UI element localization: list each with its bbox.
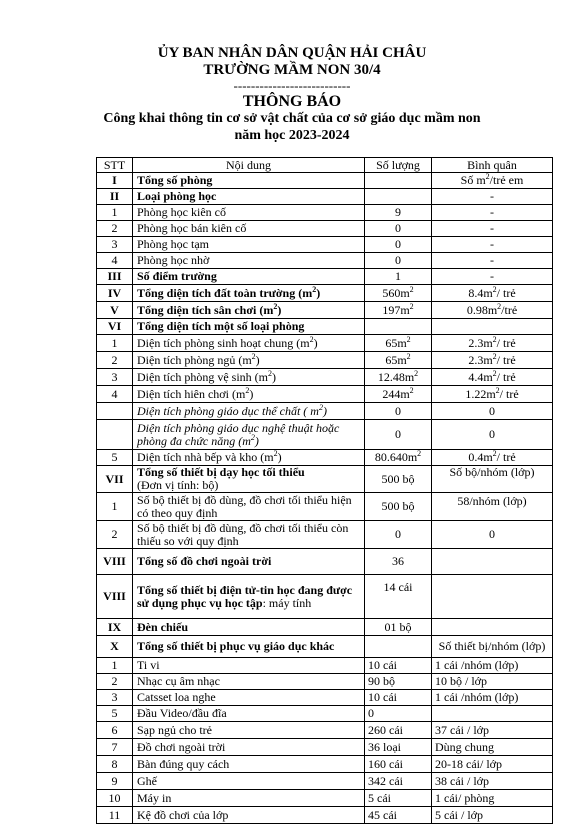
row-content: Loại phòng học	[133, 189, 365, 205]
row-content: Số bộ thiết bị đồ dùng, đồ chơi tối thiểu còn thiếu so với quy định	[133, 521, 365, 549]
row-content: Diện tích phòng giáo dục thể chất ( $m^2$)	[133, 403, 365, 420]
row-quantity: 0	[365, 237, 432, 253]
row-quantity: 0	[365, 521, 432, 549]
row-average: -	[432, 237, 553, 253]
row-stt: 4	[97, 386, 133, 403]
table-row	[97, 386, 553, 403]
row-average: -	[432, 205, 553, 221]
row-stt: 3	[97, 369, 133, 386]
row-quantity: 0	[365, 706, 432, 722]
row-quantity: 0	[365, 403, 432, 420]
row-stt: II	[97, 189, 133, 205]
row-content: Ti vi	[133, 658, 365, 674]
row-average	[432, 619, 553, 636]
table-row	[97, 690, 553, 706]
row-stt	[97, 403, 133, 420]
row-quantity: $197m^2$	[365, 302, 432, 319]
facilities-table	[96, 157, 553, 824]
row-content: Diện tích nhà bếp và kho $(m^2)$	[133, 450, 365, 466]
row-average: $4.4m^2/$ trẻ	[432, 369, 553, 386]
row-stt: VIII	[97, 549, 133, 575]
row-average: Số thiết bị/nhóm (lớp)	[432, 636, 553, 658]
table-row	[97, 493, 553, 521]
row-stt: 10	[97, 790, 133, 807]
row-stt: VII	[97, 466, 133, 493]
row-content: Đồ chơi ngoài trời	[133, 739, 365, 756]
row-stt: 5	[97, 450, 133, 466]
table-row	[97, 636, 553, 658]
row-content: Diện tích hiên chơi $(m^2)$	[133, 386, 365, 403]
row-content: Tổng số phòng	[133, 173, 365, 189]
row-stt: 2	[97, 521, 133, 549]
row-quantity: 5 cái	[365, 790, 432, 807]
row-stt: 3	[97, 690, 133, 706]
row-quantity: $65m^2$	[365, 352, 432, 369]
table-row	[97, 658, 553, 674]
header-stt: STT	[97, 158, 133, 173]
row-quantity: 342 cái	[365, 773, 432, 790]
row-quantity: $80.640m^2$	[365, 450, 432, 466]
row-stt: 5	[97, 706, 133, 722]
row-average: 10 bộ / lớp	[432, 674, 553, 690]
row-quantity	[365, 173, 432, 189]
row-quantity: 0	[365, 420, 432, 450]
table-row	[97, 807, 553, 824]
row-stt: IV	[97, 285, 133, 302]
row-quantity: 01 bộ	[365, 619, 432, 636]
table-row	[97, 466, 553, 493]
table-row	[97, 756, 553, 773]
row-content: Đầu Video/đầu đĩa	[133, 706, 365, 722]
table-row	[97, 369, 553, 386]
row-average: Số bộ/nhóm (lớp)	[432, 466, 553, 493]
notice-title: THÔNG BÁO	[242, 93, 342, 110]
table-row	[97, 450, 553, 466]
row-content: Tổng diện tích một số loại phòng	[133, 319, 365, 335]
header-quantity: Số lượng	[365, 158, 432, 173]
row-average: -	[432, 269, 553, 285]
row-quantity: 10 cái	[365, 690, 432, 706]
row-stt: I	[97, 173, 133, 189]
row-stt: 2	[97, 221, 133, 237]
row-content: Tổng diện tích đất toàn trường $(m^2)$	[133, 285, 365, 302]
row-stt: 2	[97, 352, 133, 369]
row-quantity: 45 cái	[365, 807, 432, 824]
row-content: Phòng học tạm	[133, 237, 365, 253]
row-average: 1 cái /nhóm (lớp)	[432, 690, 553, 706]
table-row	[97, 335, 553, 352]
table-row	[97, 739, 553, 756]
row-stt: 1	[97, 205, 133, 221]
row-quantity	[365, 319, 432, 335]
row-average: $0.4m^2/$ trẻ	[432, 450, 553, 466]
table-header-row	[97, 158, 553, 173]
row-average: $0.98m^2$/trẻ	[432, 302, 553, 319]
row-stt: IX	[97, 619, 133, 636]
row-average: 1 cái /nhóm (lớp)	[432, 658, 553, 674]
row-stt: VIII	[97, 575, 133, 619]
row-stt: 1	[97, 658, 133, 674]
row-content: Tổng số thiết bị điện tử-tin học đang được sử dụng phục vụ học tập: máy tính	[133, 575, 365, 619]
row-stt: 4	[97, 253, 133, 269]
row-quantity: 36 loại	[365, 739, 432, 756]
authority-name: ỦY BAN NHÂN DÂN QUẬN HẢI CHÂU	[157, 45, 427, 61]
table-row	[97, 253, 553, 269]
row-average	[432, 319, 553, 335]
row-stt: 2	[97, 674, 133, 690]
row-quantity	[365, 636, 432, 658]
row-stt: 1	[97, 335, 133, 352]
row-content: Máy in	[133, 790, 365, 807]
table-row	[97, 189, 553, 205]
row-content: Phòng học kiên cố	[133, 205, 365, 221]
table-row	[97, 205, 553, 221]
row-average: -	[432, 253, 553, 269]
row-average: $2.3m^2/$ trẻ	[432, 352, 553, 369]
table-row	[97, 549, 553, 575]
row-content: Ghế	[133, 773, 365, 790]
row-content: Tổng số thiết bị dạy học tối thiểu (Đơn vị tính: bộ)	[133, 466, 365, 493]
header-average: Bình quân	[432, 158, 553, 173]
row-stt: 8	[97, 756, 133, 773]
table-row	[97, 269, 553, 285]
row-average: 37 cái / lớp	[432, 722, 553, 739]
table-row	[97, 722, 553, 739]
row-average: 0	[432, 403, 553, 420]
row-content: Nhạc cụ âm nhạc	[133, 674, 365, 690]
school-name: TRƯỜNG MẦM NON 30/4	[203, 62, 381, 78]
row-stt: 7	[97, 739, 133, 756]
row-stt: VI	[97, 319, 133, 335]
row-average: 20-18 cái/ lớp	[432, 756, 553, 773]
table-row	[97, 221, 553, 237]
table-row	[97, 420, 553, 450]
table-row	[97, 575, 553, 619]
row-average: Dùng chung	[432, 739, 553, 756]
table-row	[97, 173, 553, 189]
row-average	[432, 706, 553, 722]
row-content: Phòng học nhờ	[133, 253, 365, 269]
table-row	[97, 285, 553, 302]
table-row	[97, 674, 553, 690]
header-content: Nội dung	[133, 158, 365, 173]
row-quantity: 14 cái	[365, 575, 432, 619]
row-content: Kệ đồ chơi của lớp	[133, 807, 365, 824]
table-row	[97, 706, 553, 722]
row-content: Tổng số đồ chơi ngoài trời	[133, 549, 365, 575]
row-content: Sạp ngủ cho trẻ	[133, 722, 365, 739]
row-content: Số điểm trường	[133, 269, 365, 285]
row-quantity: 36	[365, 549, 432, 575]
row-quantity	[365, 189, 432, 205]
table-row	[97, 619, 553, 636]
table-row	[97, 352, 553, 369]
row-average	[432, 575, 553, 619]
row-stt: 11	[97, 807, 133, 824]
row-content: Diện tích phòng ngủ $(m^2)$	[133, 352, 365, 369]
row-average: 0	[432, 521, 553, 549]
row-stt: 6	[97, 722, 133, 739]
row-average: 38 cái / lớp	[432, 773, 553, 790]
row-content: Tổng số thiết bị phục vụ giáo dục khác	[133, 636, 365, 658]
row-average: $1.22m^2/$ trẻ	[432, 386, 553, 403]
row-quantity: 0	[365, 253, 432, 269]
row-quantity: 1	[365, 269, 432, 285]
row-average: 58/nhóm (lớp)	[432, 493, 553, 521]
separator-line: ---------------------------	[233, 78, 351, 93]
row-quantity: 10 cái	[365, 658, 432, 674]
row-average: 5 cái / lớp	[432, 807, 553, 824]
row-stt: 1	[97, 493, 133, 521]
row-stt: III	[97, 269, 133, 285]
table-row	[97, 773, 553, 790]
row-content: Đèn chiếu	[133, 619, 365, 636]
row-stt	[97, 420, 133, 450]
row-content: Số bộ thiết bị đồ dùng, đồ chơi tối thiểu hiện có theo quy định	[133, 493, 365, 521]
school-year: năm học 2023-2024	[234, 128, 350, 143]
row-stt: 9	[97, 773, 133, 790]
row-quantity: $560m^2$	[365, 285, 432, 302]
row-quantity: $65m^2$	[365, 335, 432, 352]
row-quantity: 90 bộ	[365, 674, 432, 690]
row-content: Diện tích phòng vệ $\sinh (m^2)$	[133, 369, 365, 386]
row-quantity: 500 bộ	[365, 493, 432, 521]
row-average: -	[432, 221, 553, 237]
row-average: Số $m^2$/trẻ em	[432, 173, 553, 189]
table-row	[97, 237, 553, 253]
row-quantity: $12.48m^2$	[365, 369, 432, 386]
row-content: Tổng diện tích sân chơi $(m^2)$	[133, 302, 365, 319]
table-row	[97, 521, 553, 549]
row-stt: X	[97, 636, 133, 658]
row-quantity: 0	[365, 221, 432, 237]
row-average	[432, 549, 553, 575]
row-content: Bàn đúng quy cách	[133, 756, 365, 773]
table-row	[97, 302, 553, 319]
row-average: 0	[432, 420, 553, 450]
row-content: Catsset loa nghe	[133, 690, 365, 706]
row-quantity: 160 cái	[365, 756, 432, 773]
row-quantity: 9	[365, 205, 432, 221]
row-average: $8.4m^2/$ trẻ	[432, 285, 553, 302]
table-row	[97, 403, 553, 420]
row-average: -	[432, 189, 553, 205]
row-average: 1 cái/ phòng	[432, 790, 553, 807]
row-quantity: $244m^2$	[365, 386, 432, 403]
row-average: $2.3m^2/$ trẻ	[432, 335, 553, 352]
row-quantity: 260 cái	[365, 722, 432, 739]
row-stt: V	[97, 302, 133, 319]
row-quantity: 500 bộ	[365, 466, 432, 493]
row-stt: 3	[97, 237, 133, 253]
table-row	[97, 790, 553, 807]
row-content: Diện tích phòng giáo dục nghệ thuật hoặc phòng đa chức năng $(m^2)$	[133, 420, 365, 450]
notice-subtitle: Công khai thông tin cơ sở vật chất của cơ sở giáo dục mầm non	[103, 111, 481, 126]
table-row	[97, 319, 553, 335]
row-content: Phòng học bán kiên cố	[133, 221, 365, 237]
row-content: Diện tích phòng sinh hoạt chung $(m^2)$	[133, 335, 365, 352]
